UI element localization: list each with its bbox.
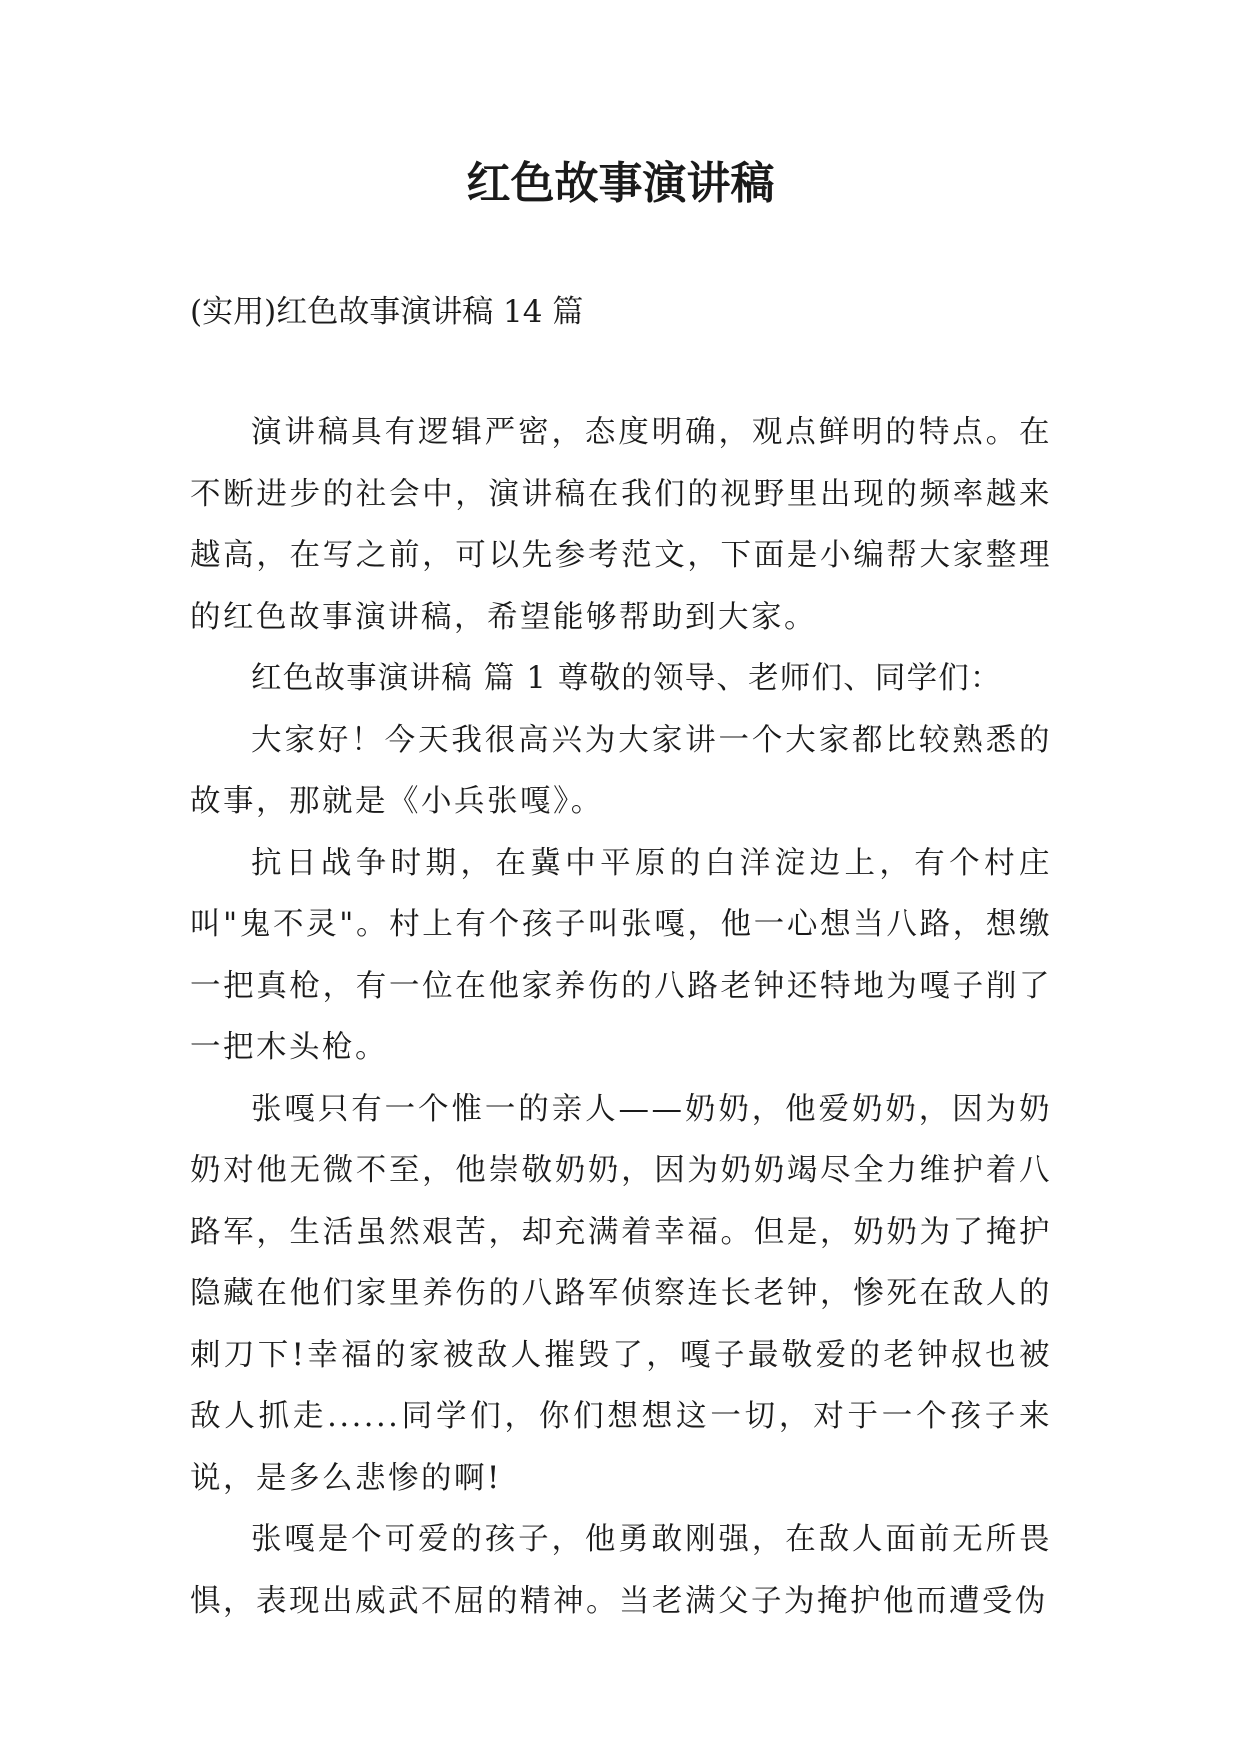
document-title: 红色故事演讲稿 bbox=[466, 158, 775, 209]
paragraph-intro: 演讲稿具有逻辑严密，态度明确，观点鲜明的特点。在不断进步的社会中，演讲稿在我们的视野里出现的频率越来越高，在写之前，可以先参考范文，下面是小编帮大家整理的红色故事演讲稿，希望能够帮助到大家。 bbox=[190, 415, 1052, 635]
document-subtitle: (实用)红色故事演讲稿 14 篇 bbox=[190, 294, 584, 330]
paragraph-grandmother: 张嘎只有一个惟一的亲人——奶奶，他爱奶奶，因为奶奶对他无微不至，他崇敬奶奶，因为奶奶竭尽全力维护着八路军，生活虽然艰苦，却充满着幸福。但是，奶奶为了掩护隐藏在他们家里养伤的八路军侦察连长老钟，惨死在敌人的刺刀下!幸福的家被敌人摧毁了，嘎子最敬爱的老钟叔也被敌人抓走......同学们，你们想想这一切，对于一个孩子来说，是多么悲惨的啊! bbox=[190, 1091, 1052, 1496]
paragraph-section-heading: 红色故事演讲稿 篇 1 尊敬的领导、老师们、同学们： bbox=[251, 661, 1002, 696]
paragraph-story-setting: 抗日战争时期，在冀中平原的白洋淀边上，有个村庄叫"鬼不灵"。村上有个孩子叫张嘎，他一心想当八路，想缴一把真枪，有一位在他家养伤的八路老钟还特地为嘎子削了一把木头枪。 bbox=[190, 845, 1052, 1065]
paragraph-character: 张嘎是个可爱的孩子，他勇敢刚强，在敌人面前无所畏惧，表现出威武不屈的精神。当老满父子为掩护他而遭受伪 bbox=[190, 1522, 1052, 1619]
paragraph-greeting: 大家好！今天我很高兴为大家讲一个大家都比较熟悉的故事，那就是《小兵张嘎》。 bbox=[190, 722, 1052, 819]
document-body bbox=[190, 402, 1052, 1632]
